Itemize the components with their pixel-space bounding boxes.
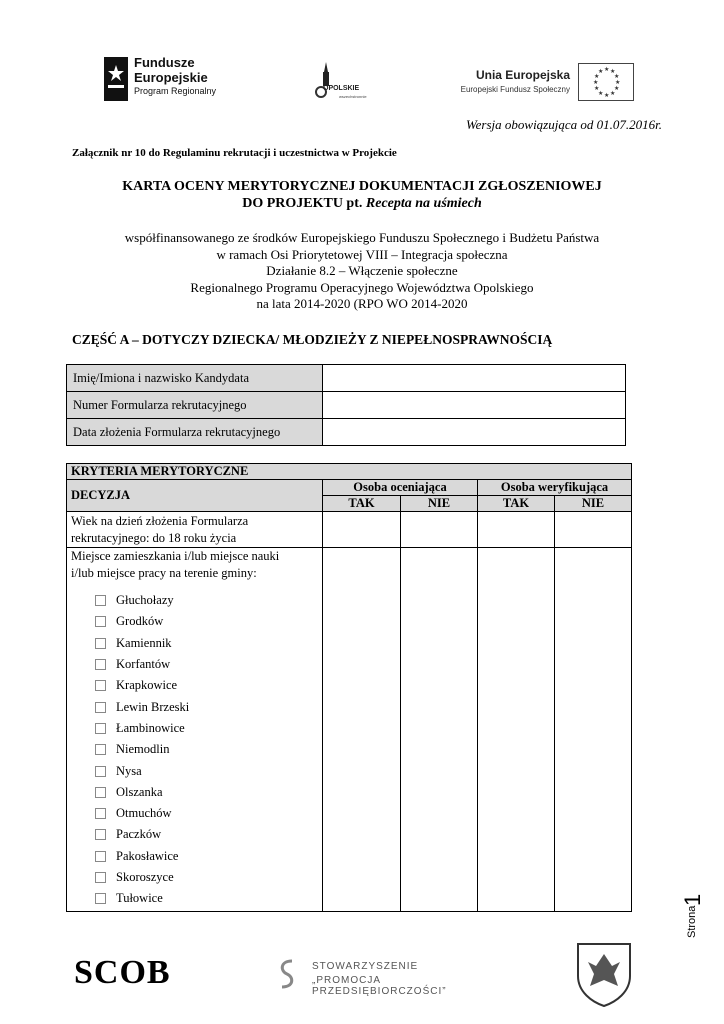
gmina-checkbox[interactable] xyxy=(95,616,106,627)
age-verifier-yes-cell[interactable] xyxy=(478,512,555,548)
svg-text:★: ★ xyxy=(610,68,616,75)
gmina-label: Korfantów xyxy=(116,657,171,672)
gmina-checkbox[interactable] xyxy=(95,872,106,883)
gmina-label: Kamiennik xyxy=(116,635,172,650)
age-criterion xyxy=(67,512,323,548)
residence-evaluator-yes-cell[interactable] xyxy=(323,548,401,912)
form-number-label: Numer Formularza rekrutacyjnego xyxy=(67,392,323,419)
funding-info xyxy=(0,230,724,313)
fe-line3: Program Regionalny xyxy=(134,86,217,96)
opolskie-sub: wszechstronnie xyxy=(339,94,367,99)
candidate-info-table xyxy=(66,364,626,446)
submission-date-label: Data złożenia Formularza rekrutacyjnego xyxy=(67,419,323,446)
fe-line1: Fundusze xyxy=(134,55,195,70)
gmina-label: Niemodlin xyxy=(116,742,170,757)
residence-verifier-yes-cell[interactable] xyxy=(478,548,555,912)
age-evaluator-no-cell[interactable] xyxy=(401,512,478,548)
evaluator-header: Osoba oceniająca xyxy=(323,480,478,496)
gmina-label: Olszanka xyxy=(116,784,163,799)
criteria-table xyxy=(66,463,632,912)
list-item xyxy=(95,633,318,654)
table-row xyxy=(67,512,632,548)
intro-line: w ramach Osi Priorytetowej VIII – Integracja społeczna xyxy=(216,246,508,262)
annex-title: Załącznik nr 10 do Regulaminu rekrutacji i uczestnictwa w Projekcie xyxy=(72,147,397,159)
svg-text:★: ★ xyxy=(610,90,616,97)
intro-line: na lata 2014-2020 (RPO WO 2014-2020 xyxy=(256,296,468,311)
submission-date-field[interactable] xyxy=(323,419,626,446)
gmina-label: Lewin Brzeski xyxy=(116,699,190,714)
gmina-checkbox[interactable] xyxy=(95,702,106,713)
page-number xyxy=(676,878,716,938)
document-title xyxy=(0,178,724,212)
candidate-name-field[interactable] xyxy=(323,365,626,392)
gmina-checkbox[interactable] xyxy=(95,638,106,649)
part-a-heading: CZĘŚĆ A – DOTYCZY DZIECKA/ MŁODZIEŻY Z NIEPEŁNOSPRAWNOŚCIĄ xyxy=(72,332,553,347)
decision-header: DECYZJA xyxy=(67,480,323,512)
gmina-checkbox[interactable] xyxy=(95,680,106,691)
stow-line2: „PROMOCJA PRZEDSIĘBIORCZOŚCI” xyxy=(312,975,447,997)
title-line2-prefix: DO PROJEKTU pt. xyxy=(242,196,366,211)
evaluator-yes-header: TAK xyxy=(323,496,401,512)
gmina-checkbox[interactable] xyxy=(95,766,106,777)
gmina-checkbox[interactable] xyxy=(95,744,106,755)
gmina-label: Nysa xyxy=(116,763,142,778)
list-item xyxy=(95,760,318,781)
svg-text:★: ★ xyxy=(615,79,621,86)
table-row xyxy=(67,365,626,392)
gmina-checkbox[interactable] xyxy=(95,723,106,734)
residence-verifier-no-cell[interactable] xyxy=(555,548,632,912)
verifier-no-header: NIE xyxy=(555,496,632,512)
gmina-label: Paczków xyxy=(116,827,162,842)
list-item xyxy=(95,867,318,888)
intro-line: Działanie 8.2 – Włączenie społeczne xyxy=(266,263,458,278)
coat-of-arms-icon xyxy=(574,940,634,1008)
residence-criterion-line2: i/lub miejsce pracy na terenie gminy: xyxy=(71,566,257,580)
opolskie-name: OPOLSKIE xyxy=(323,85,360,92)
table-row xyxy=(67,392,626,419)
fe-text xyxy=(134,55,216,97)
list-item xyxy=(95,718,318,739)
list-item xyxy=(95,782,318,803)
intro-line: współfinansowanego ze środków Europejskiego Funduszu Społecznego i Budżetu Państwa xyxy=(124,230,600,245)
residence-evaluator-no-cell[interactable] xyxy=(401,548,478,912)
age-verifier-no-cell[interactable] xyxy=(555,512,632,548)
gmina-list xyxy=(95,590,318,909)
gmina-checkbox[interactable] xyxy=(95,893,106,904)
gmina-checkbox[interactable] xyxy=(95,829,106,840)
gmina-label: Głuchołazy xyxy=(116,593,174,608)
eu-line1: Unia Europejska xyxy=(475,68,570,82)
verifier-yes-header: TAK xyxy=(478,496,555,512)
list-item xyxy=(95,590,318,611)
gmina-label: Łambinowice xyxy=(116,720,185,735)
stowarzyszenie-mark-icon xyxy=(272,957,302,991)
gmina-checkbox[interactable] xyxy=(95,595,106,606)
age-criterion-line1: Wiek na dzień złożenia Formularza xyxy=(71,514,249,528)
opolskie-logo xyxy=(305,62,375,106)
age-evaluator-yes-cell[interactable] xyxy=(323,512,401,548)
eu-line2: Europejski Fundusz Społeczny xyxy=(460,85,570,94)
age-criterion-line2: rekrutacyjnego: do 18 roku życia xyxy=(71,531,237,545)
gmina-checkbox[interactable] xyxy=(95,851,106,862)
gmina-label: Tułowice xyxy=(116,891,163,906)
svg-text:★: ★ xyxy=(594,85,600,92)
gmina-label: Skoroszyce xyxy=(116,870,174,884)
intro-line: Regionalnego Programu Operacyjnego Województwa Opolskiego xyxy=(190,279,534,295)
stowarzyszenie-logo xyxy=(272,955,512,995)
title-line1: KARTA OCENY MERYTORYCZNEJ DOKUMENTACJI ZGŁOSZENIOWEJ xyxy=(122,179,602,194)
list-item xyxy=(95,696,318,717)
page-label: Strona xyxy=(686,905,698,938)
svg-text:★: ★ xyxy=(598,68,604,75)
gmina-label: Krapkowice xyxy=(116,678,178,693)
candidate-name-label: Imię/Imiona i nazwisko Kandydata xyxy=(67,365,323,392)
gmina-checkbox[interactable] xyxy=(95,787,106,798)
svg-text:★: ★ xyxy=(604,66,610,73)
title-line2 xyxy=(0,195,724,212)
eu-logo xyxy=(452,62,636,104)
version-note: Wersja obowiązująca od 01.07.2016r. xyxy=(466,117,662,132)
svg-text:★: ★ xyxy=(598,90,604,97)
list-item xyxy=(95,824,318,845)
table-row xyxy=(67,419,626,446)
table-row xyxy=(67,464,632,480)
table-row xyxy=(67,480,632,496)
verifier-header: Osoba weryfikująca xyxy=(478,480,632,496)
residence-criterion-line1: Miejsce zamieszkania i/lub miejsce nauki xyxy=(71,549,280,563)
svg-text:★: ★ xyxy=(594,73,600,80)
table-row xyxy=(67,548,632,912)
fe-star-mark-icon xyxy=(104,57,128,101)
project-name: Recepta na uśmiech xyxy=(365,196,482,211)
svg-text:★: ★ xyxy=(604,92,610,99)
gmina-label: Otmuchów xyxy=(116,806,172,821)
form-number-field[interactable] xyxy=(323,392,626,419)
list-item xyxy=(95,803,318,824)
page-number-value: 1 xyxy=(680,893,705,906)
gmina-checkbox[interactable] xyxy=(95,659,106,670)
svg-text:★: ★ xyxy=(614,85,620,92)
list-item xyxy=(95,654,318,675)
evaluator-no-header: NIE xyxy=(401,496,478,512)
list-item xyxy=(95,846,318,867)
list-item xyxy=(95,611,318,632)
gmina-checkbox[interactable] xyxy=(95,808,106,819)
gmina-label: Grodków xyxy=(116,614,164,629)
list-item xyxy=(95,888,318,909)
svg-text:★: ★ xyxy=(614,73,620,80)
list-item xyxy=(95,675,318,696)
residence-criterion xyxy=(67,548,323,912)
opolskie-tower-icon xyxy=(311,62,341,102)
eu-flag-icon xyxy=(578,63,634,101)
scob-logo: SCOB xyxy=(74,954,171,991)
fe-line2: Europejskie xyxy=(134,70,208,85)
criteria-header: KRYTERIA MERYTORYCZNE xyxy=(67,464,632,480)
gmina-label: Pakosławice xyxy=(116,848,179,863)
stow-line1: STOWARZYSZENIE xyxy=(312,961,419,972)
fundusze-europejskie-logo xyxy=(104,55,234,105)
svg-text:★: ★ xyxy=(593,79,599,86)
list-item xyxy=(95,739,318,760)
